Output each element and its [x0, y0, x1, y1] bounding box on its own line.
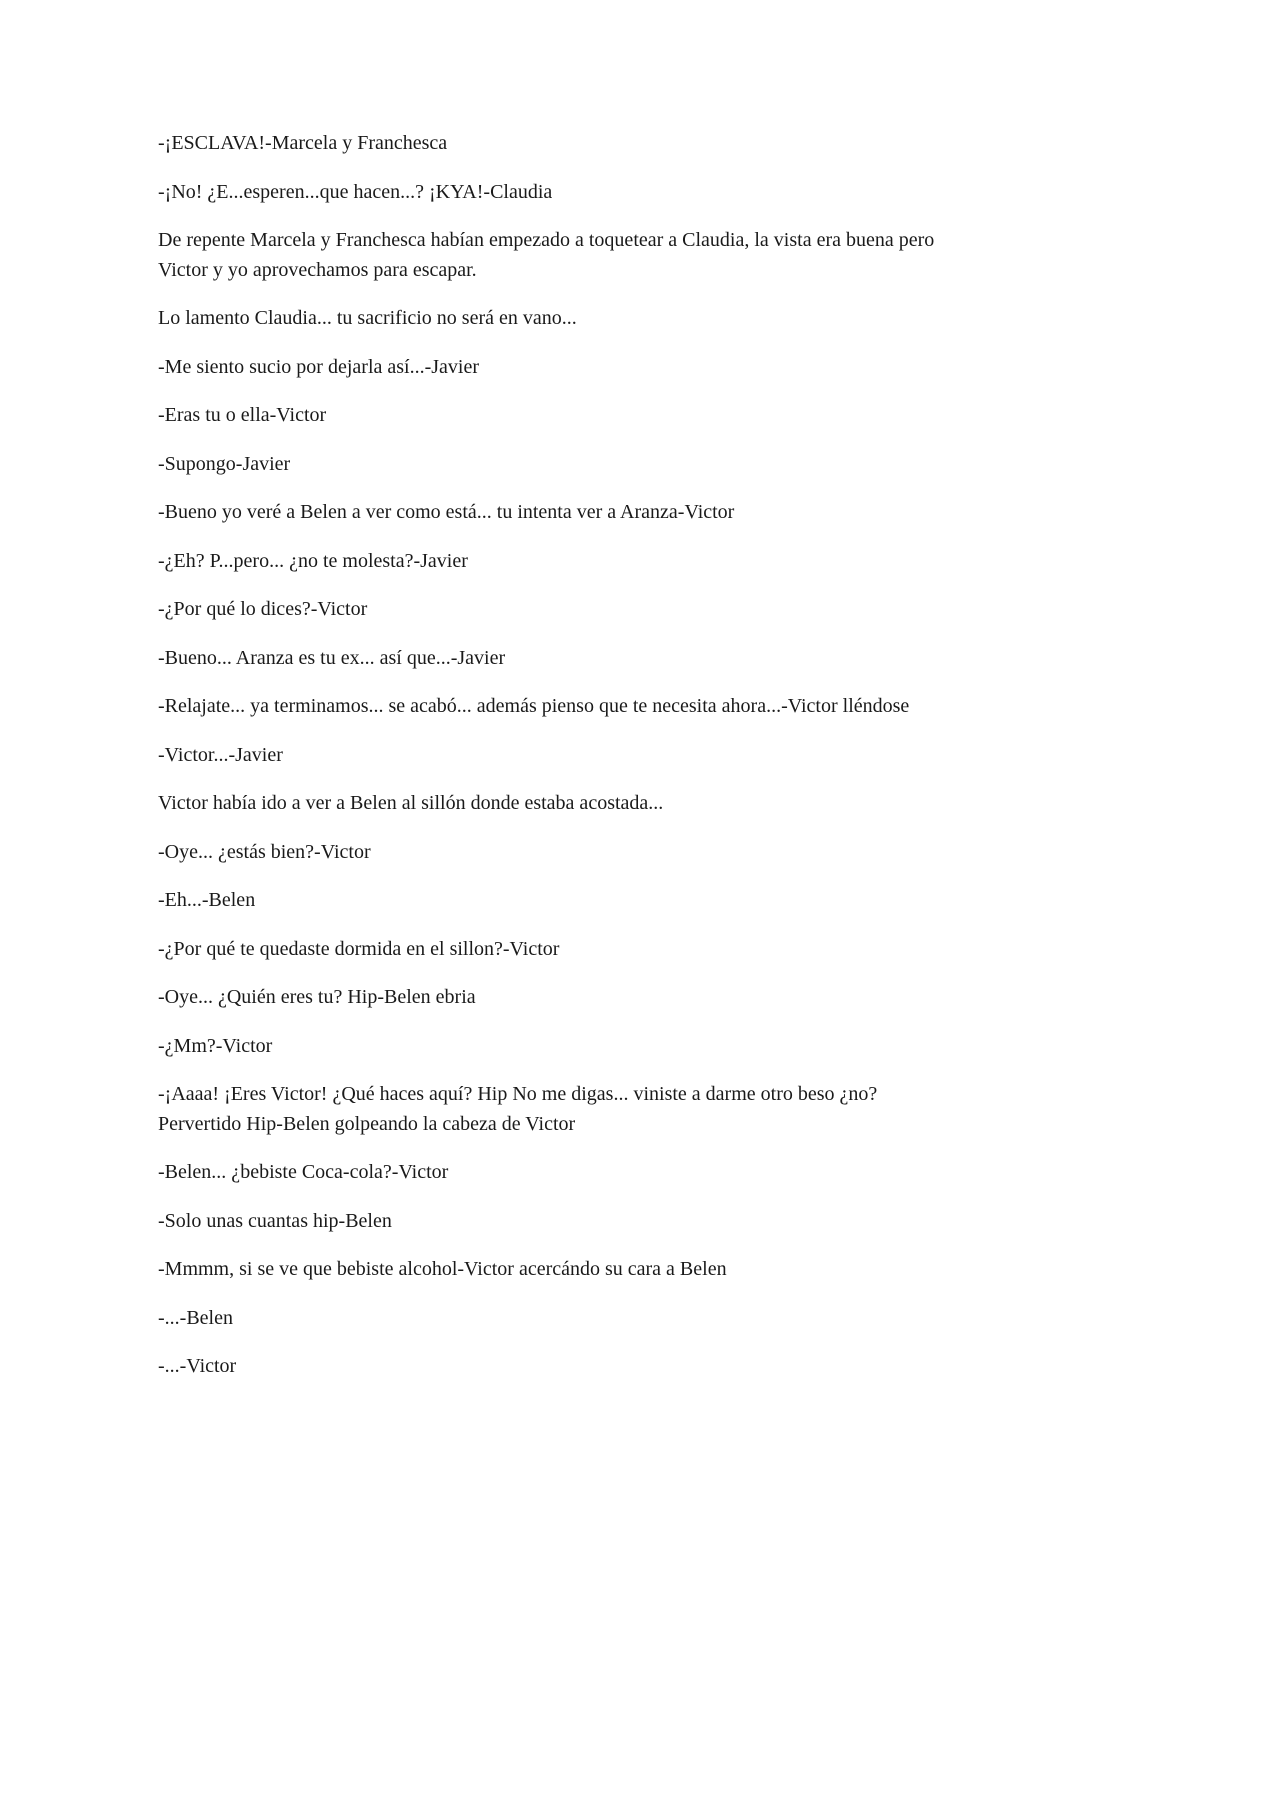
document-body	[158, 129, 938, 1401]
paragraph: -¿Por qué te quedaste dormida en el sillon?-Victor	[158, 937, 560, 960]
paragraph: -Bueno... Aranza es tu ex... así que...-Javier	[158, 646, 506, 669]
paragraph: -¡ESCLAVA!-Marcela y Franchesca	[158, 132, 448, 154]
paragraph: -Belen... ¿bebiste Coca-cola?-Victor	[158, 1161, 449, 1183]
paragraph: -Solo unas cuantas hip-Belen	[158, 1209, 392, 1232]
paragraph: -Bueno yo veré a Belen a ver como está... tu intenta ver a Aranza-Victor	[158, 501, 735, 523]
paragraph: -¿Mm?-Victor	[158, 1034, 273, 1057]
paragraph: -Supongo-Javier	[158, 452, 291, 475]
paragraph: De repente Marcela y Franchesca habían empezado a toquetear a Claudia, la vista era buena pero Victor y yo aprovechamos para escapar.	[158, 229, 935, 281]
paragraph: -¿Por qué lo dices?-Victor	[158, 598, 368, 620]
paragraph: -Oye... ¿estás bien?-Victor	[158, 840, 371, 863]
paragraph: -Eh...-Belen	[158, 889, 256, 911]
paragraph: -¿Eh? P...pero... ¿no te molesta?-Javier	[158, 549, 468, 572]
paragraph: -Victor...-Javier	[158, 743, 283, 766]
paragraph: -...-Victor	[158, 1355, 237, 1377]
paragraph: Lo lamento Claudia... tu sacrificio no será en vano...	[158, 307, 577, 329]
paragraph: Victor había ido a ver a Belen al sillón donde estaba acostada...	[158, 792, 664, 814]
paragraph: -Me siento sucio por dejarla así...-Javier	[158, 355, 480, 378]
paragraph: -¡Aaaa! ¡Eres Victor! ¿Qué haces aquí? Hip No me digas... viniste a darme otro beso ¿no? Pervertido Hip-Belen golpeando la cabeza de Victor	[158, 1083, 878, 1135]
paragraph: -Relajate... ya terminamos... se acabó... además pienso que te necesita ahora...-Victor lléndose	[158, 695, 910, 717]
paragraph: -...-Belen	[158, 1306, 233, 1329]
paragraph: -Mmmm, si se ve que bebiste alcohol-Victor acercándo su cara a Belen	[158, 1258, 727, 1280]
paragraph: -¡No! ¿E...esperen...que hacen...? ¡KYA!-Claudia	[158, 180, 553, 203]
paragraph: -Oye... ¿Quién eres tu? Hip-Belen ebria	[158, 986, 476, 1008]
paragraph: -Eras tu o ella-Victor	[158, 404, 327, 426]
